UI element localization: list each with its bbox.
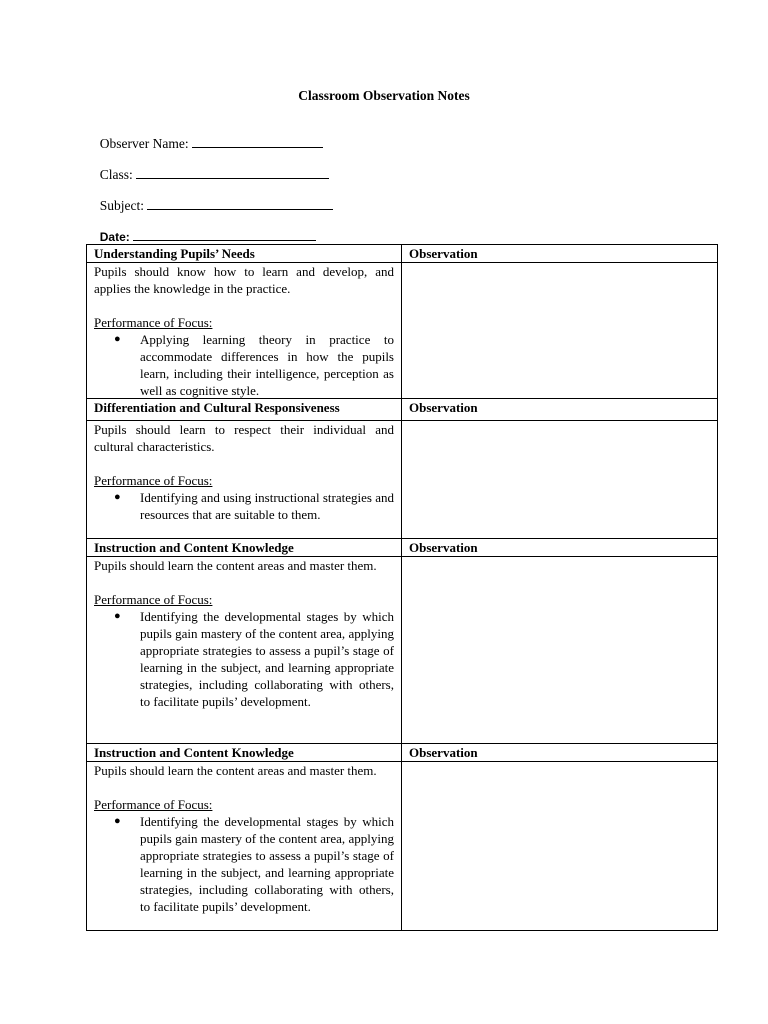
section-body-row xyxy=(87,421,718,539)
section-heading: Instruction and Content Knowledge xyxy=(87,539,402,557)
subject-label: Subject: xyxy=(99,198,144,213)
section-description: Pupils should know how to learn and develop, and applies the knowledge in the practice. xyxy=(94,264,394,296)
focus-bullet xyxy=(114,813,394,915)
section-body-row xyxy=(87,762,718,931)
section-body-row xyxy=(87,557,718,744)
section-description: Pupils should learn to respect their individual and cultural characteristics. xyxy=(94,422,394,454)
observer-name-field[interactable] xyxy=(93,120,323,152)
observation-heading: Observation xyxy=(402,245,718,263)
bullet-dot-icon: ● xyxy=(114,491,121,503)
date-label: Date: xyxy=(99,230,130,244)
observation-input-cell[interactable] xyxy=(402,762,718,931)
observation-input-cell[interactable] xyxy=(402,421,718,539)
class-blank[interactable] xyxy=(136,167,329,179)
section-header-row xyxy=(87,744,718,762)
section-heading: Instruction and Content Knowledge xyxy=(87,744,402,762)
criteria-cell xyxy=(87,263,402,399)
observation-input-cell[interactable] xyxy=(402,557,718,744)
focus-bullet-text: Identifying and using instructional strategies and resources that are suitable to them. xyxy=(140,490,394,522)
bullet-dot-icon: ● xyxy=(114,610,121,622)
bullet-dot-icon: ● xyxy=(114,333,121,345)
performance-focus-label: Performance of Focus: xyxy=(94,473,213,488)
section-heading: Differentiation and Cultural Responsiveness xyxy=(87,399,402,421)
focus-bullet xyxy=(114,489,394,523)
section-description: Pupils should learn the content areas and master them. xyxy=(94,558,377,573)
observation-table xyxy=(86,244,718,931)
focus-bullet xyxy=(114,608,394,710)
class-field[interactable] xyxy=(93,151,329,183)
performance-focus-label: Performance of Focus: xyxy=(94,797,213,812)
section-description: Pupils should learn the content areas and master them. xyxy=(94,763,377,778)
observation-heading: Observation xyxy=(402,399,718,421)
date-blank[interactable] xyxy=(133,229,316,241)
performance-focus-label: Performance of Focus: xyxy=(94,315,213,330)
bullet-dot-icon: ● xyxy=(114,815,121,827)
class-label: Class: xyxy=(99,167,133,182)
subject-blank[interactable] xyxy=(147,198,333,210)
focus-bullet-text: Identifying the developmental stages by which pupils gain mastery of the content area, applying appropriate strategies to assess a pupil’s stage of learning in the subject, and learning appropriate strategies, including collaborating with others, to facilitate pupils’ development. xyxy=(140,609,394,709)
observer-name-blank[interactable] xyxy=(192,136,323,148)
subject-field[interactable] xyxy=(93,182,333,214)
section-header-row xyxy=(87,399,718,421)
section-header-row xyxy=(87,539,718,557)
date-field[interactable] xyxy=(93,213,316,245)
section-body-row xyxy=(87,263,718,399)
document-title: Classroom Observation Notes xyxy=(298,88,470,103)
criteria-cell xyxy=(87,421,402,539)
observation-heading: Observation xyxy=(402,539,718,557)
observation-input-cell[interactable] xyxy=(402,263,718,399)
criteria-cell xyxy=(87,762,402,931)
criteria-cell xyxy=(87,557,402,744)
section-header-row xyxy=(87,245,718,263)
observation-heading: Observation xyxy=(402,744,718,762)
focus-bullet-text: Applying learning theory in practice to accommodate differences in how the pupils learn, including their intelligence, perception as well as cognitive style. xyxy=(140,332,394,398)
focus-bullet-text: Identifying the developmental stages by which pupils gain mastery of the content area, applying appropriate strategies to assess a pupil’s stage of learning in the subject, and learning appropriate strategies, including collaborating with others, to facilitate pupils’ development. xyxy=(140,814,394,914)
observer-name-label: Observer Name: xyxy=(99,136,189,151)
section-heading: Understanding Pupils’ Needs xyxy=(87,245,402,263)
performance-focus-label: Performance of Focus: xyxy=(94,592,213,607)
focus-bullet xyxy=(114,331,394,398)
